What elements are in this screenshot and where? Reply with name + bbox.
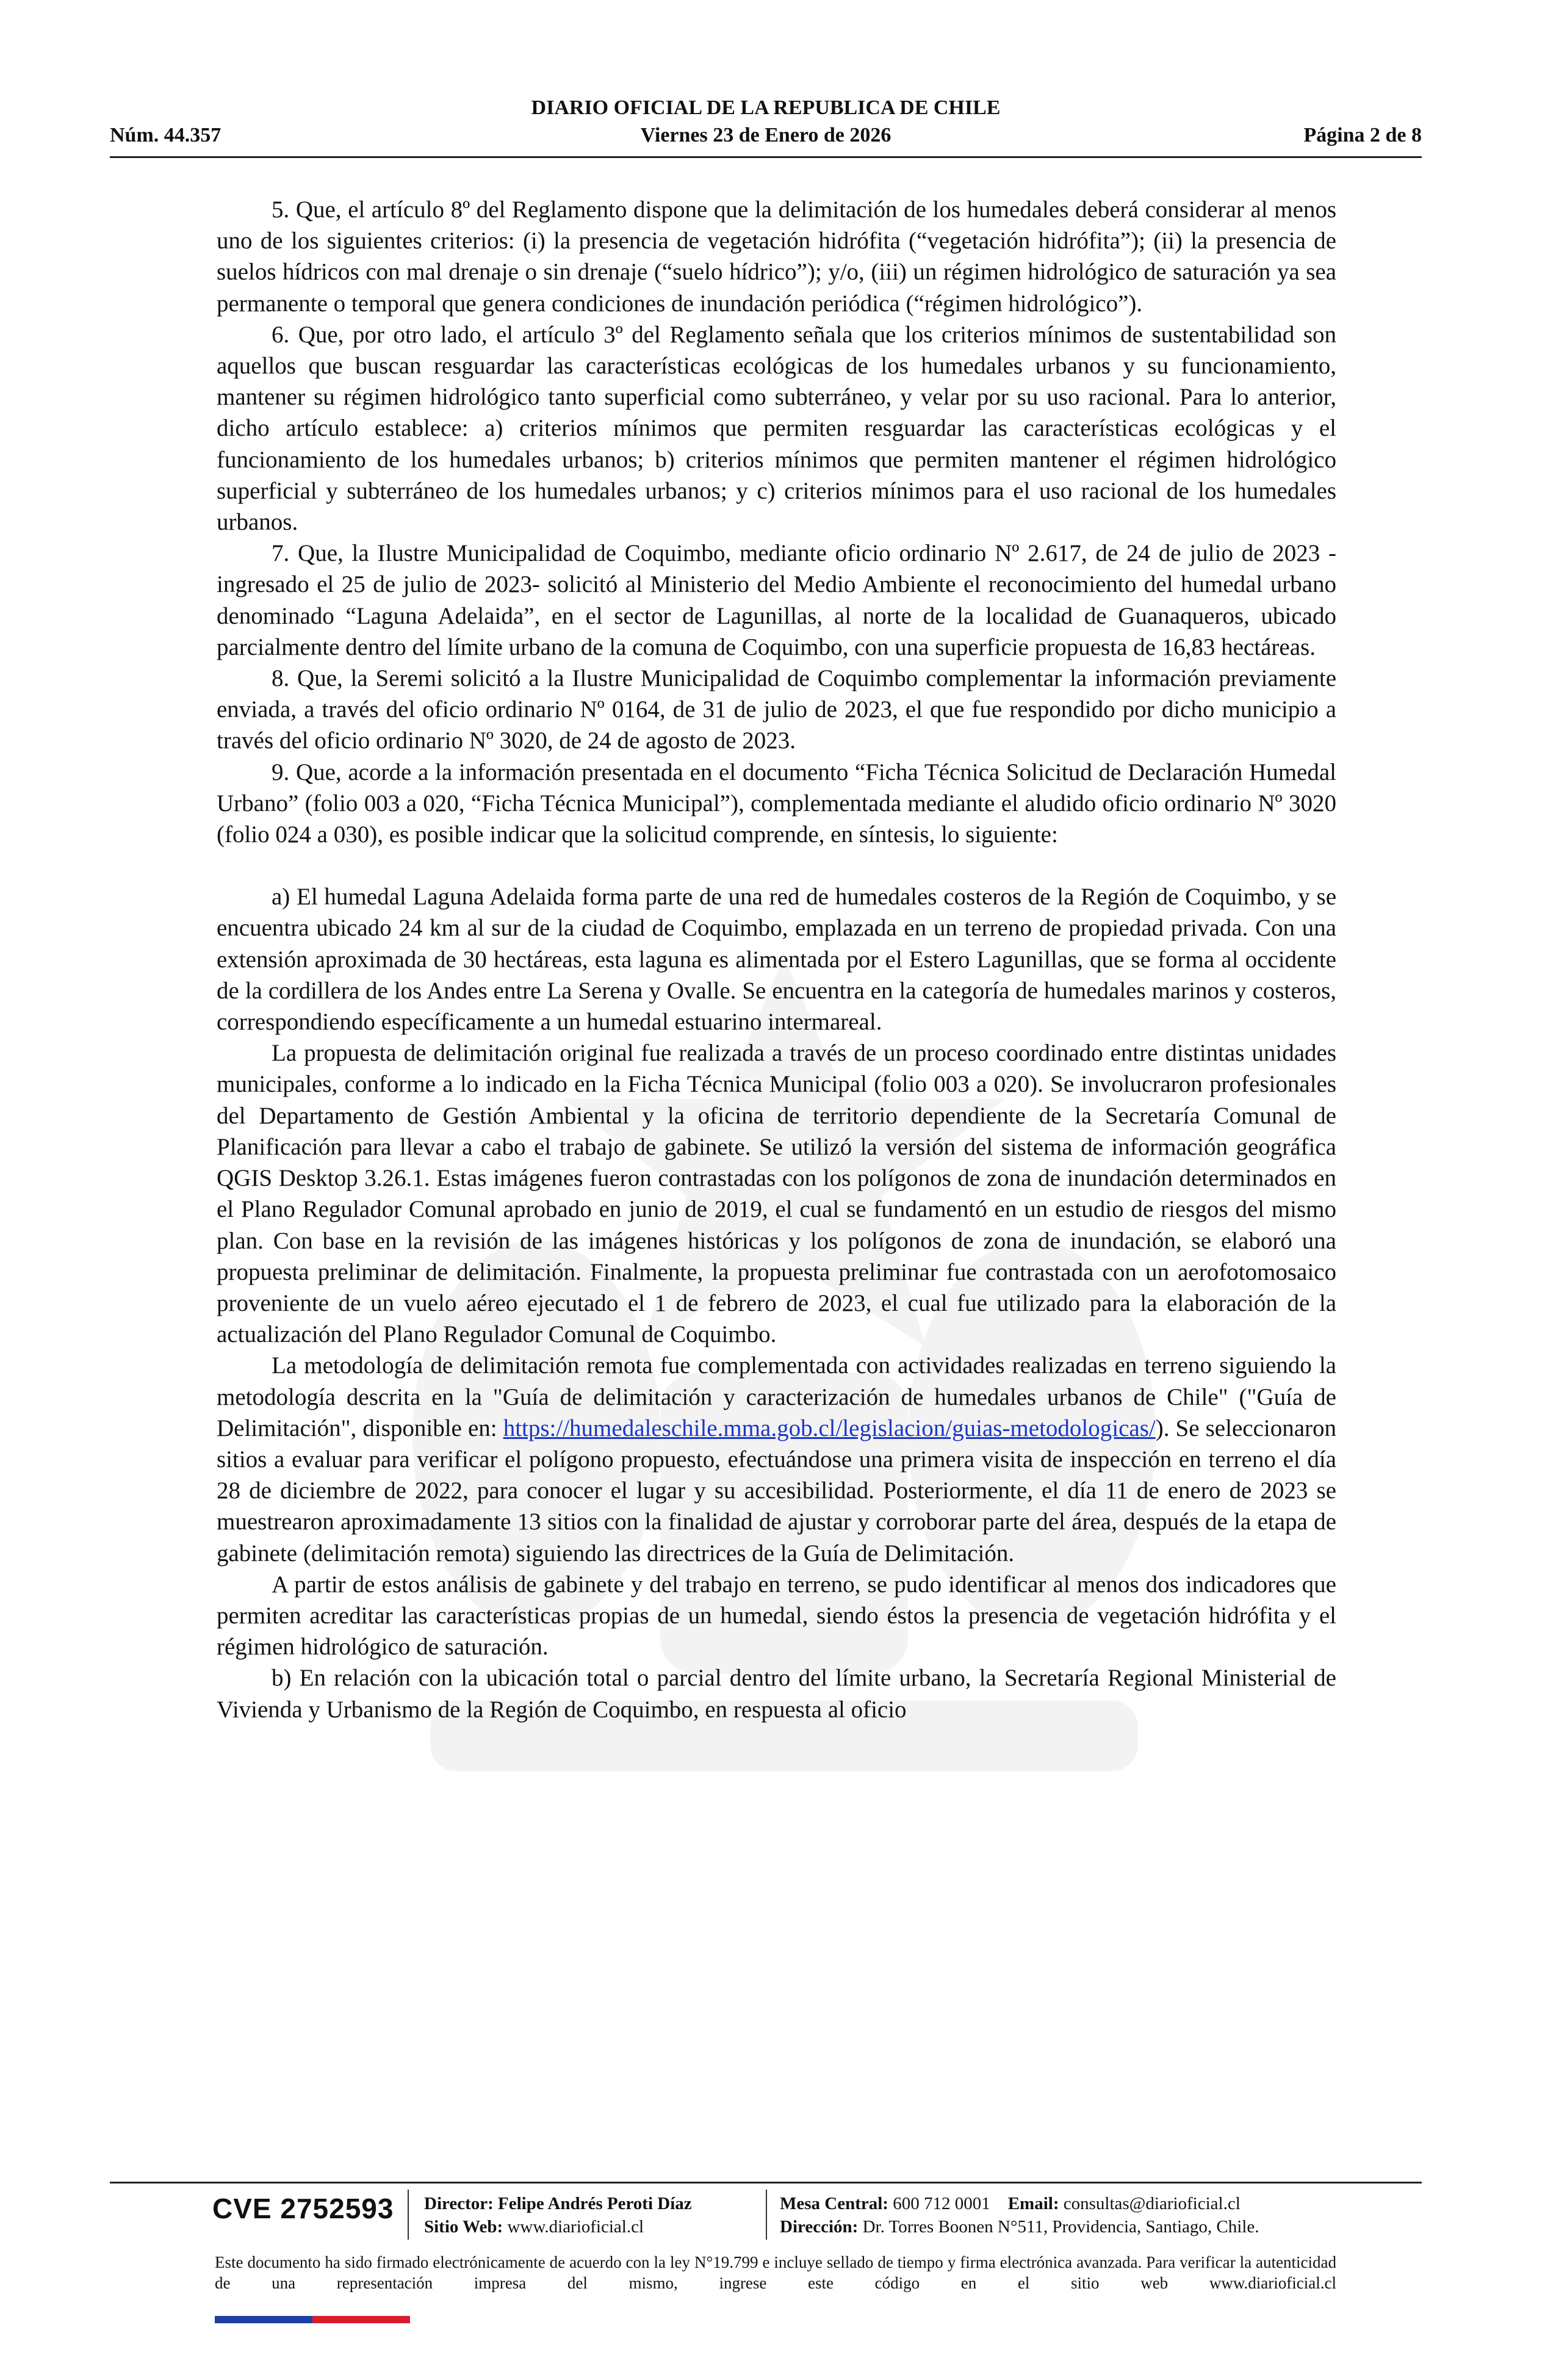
legal-notice: Este documento ha sido firmado electrónicamente de acuerdo con la ley N°19.799 e incluye sellado de tiempo y firma electrónica avanzada. Para verificar la autenticidad de una representación impresa del mismo, ingrese este código en el sitio web www.diarioficial.cl [215,2253,1336,2292]
footer-contact-block [780,2192,1259,2238]
site-url[interactable]: www.diarioficial.cl [507,2217,644,2237]
page-header [110,96,1422,154]
header-divider [110,156,1422,158]
email-address[interactable]: consultas@diarioficial.cl [1063,2194,1241,2213]
footer-director-block [424,2192,692,2238]
paragraph-methodology-gabinete: La propuesta de delimitación original fue realizada a través de un proceso coordinado entre distintas unidades municipales, conforme a lo indicado en la Ficha Técnica Municipal (folio 003 a 020). Se involucraron profesionales del Departamento de Gestión Ambiental y la oficina de territorio dependiente de la Secretaría Comunal de Planificación para llevar a cabo el trabajo de gabinete. Se utilizó la versión del sistema de información geográfica QGIS Desktop 3.26.1. Estas imágenes fueron contrastadas con los polígonos de zona de inundación determinados en el Plano Regulador Comunal aprobado en junio de 2019, el cual se fundamentó en un estudio de riesgos del mismo plan. Con base en la revisión de las imágenes históricas y los polígonos de zona de inundación, se elaboró una propuesta preliminar de delimitación. Finalmente, la propuesta preliminar fue contrastada con un aerofotomosaico proveniente de un vuelo aéreo ejecutado el 1 de febrero de 2023, el cual fue utilizado para la elaboración de la actualización del Plano Regulador Comunal de Coquimbo. [217,1040,1336,1348]
paragraph-b: b) En relación con la ubicación total o parcial dentro del límite urbano, la Secretaría Regional Ministerial de Vivienda y Urbanismo de la Región de Coquimbo, en respuesta al oficio [217,1665,1336,1723]
mesa-label: Mesa Central: [780,2194,888,2213]
paragraph-indicators: A partir de estos análisis de gabinete y del trabajo en terreno, se pudo identificar al menos dos indicadores que permiten acreditar las características propias de un humedal, siendo éstos la presencia de vegetación hidrófita y el régimen hidrológico de saturación. [217,1571,1336,1661]
paragraph-methodology-terreno [217,1350,1336,1568]
journal-title: DIARIO OFICIAL DE LA REPUBLICA DE CHILE [531,96,1001,119]
issue-date: Viernes 23 de Enero de 2026 [640,124,891,146]
mesa-phone: 600 712 0001 [893,2194,990,2213]
paragraph-9: 9. Que, acorde a la información presentada en el documento “Ficha Técnica Solicitud de Declaración Humedal Urbano” (folio 003 a 020, “Ficha Técnica Municipal”), complementada mediante el aludido oficio ordinario Nº 3020 (folio 024 a 030), es posible indicar que la solicitud comprende, en síntesis, lo siguiente: [217,759,1336,848]
footer-divider [110,2182,1422,2183]
address-value: Dr. Torres Boonen N°511, Providencia, Santiago, Chile. [862,2217,1259,2237]
director-name: Felipe Andrés Peroti Díaz [498,2194,692,2213]
paragraph-5: 5. Que, el artículo 8º del Reglamento dispone que la delimitación de los humedales deberá considerar al menos uno de los siguientes criterios: (i) la presencia de vegetación hidrófita (“vegetación hidrófita”); (ii) la presencia de suelos hídricos con mal drenaje o sin drenaje (“suelo hídrico”); y/o, (iii) un régimen hidrológico de saturación ya sea permanente o temporal que genera condiciones de inundación periódica (“régimen hidrológico”). [217,197,1336,317]
address-label: Dirección: [780,2217,859,2237]
guia-delimitacion-link[interactable]: https://humedaleschile.mma.gob.cl/legislacion/guias-metodologicas/ [503,1415,1156,1441]
email-label: Email: [1007,2194,1059,2213]
footer-separator [408,2190,409,2240]
paragraph-6: 6. Que, por otro lado, el artículo 3º del Reglamento señala que los criterios mínimos de sustentabilidad son aquellos que buscan resguardar las características ecológicas de los humedales urbanos y su funcionamiento, mantener su régimen hidrológico tanto superficial como subterráneo, y velar por su uso racional. Para lo anterior, dicho artículo establece: a) criterios mínimos que permiten resguardar las características ecológicas y el funcionamiento de los humedales urbanos; b) criterios mínimos que permiten mantener el régimen hidrológico superficial y subterráneo de los humedales urbanos; y c) criterios mínimos para el uso racional de los humedales urbanos. [217,321,1336,536]
methodology-text-before-link: La metodología de delimitación remota fue complementada con actividades realizadas en terreno siguiendo la metodología descrita en la "Guía de delimitación y caracterización de humedales urbanos de Chile" ("Guía de Delimitación", disponible en: [217,1352,1336,1441]
methodology-text-after-link: ). Se seleccionaron sitios a evaluar para verificar el polígono propuesto, efectuándose una primera visita de inspección en terreno el día 28 de diciembre de 2022, para conocer el lugar y su accesibilidad. Posteriormente, el día 11 de enero de 2023 se muestrearon aproximadamente 13 sitios con la finalidad de ajustar y corroborar parte del área, después de la etapa de gabinete (delimitación remota) siguiendo las directrices de la Guía de Delimitación. [217,1415,1337,1567]
page-indicator: Página 2 de 8 [1303,124,1422,146]
paragraph-7: 7. Que, la Ilustre Municipalidad de Coquimbo, mediante oficio ordinario Nº 2.617, de 24 de julio de 2023 -ingresado el 25 de julio de 2023- solicitó al Ministerio del Medio Ambiente el reconocimiento del humedal urbano denominado “Laguna Adelaida”, en el sector de Lagunillas, al norte de la localidad de Guanaqueros, ubicado parcialmente dentro del límite urbano de la comuna de Coquimbo, con una superficie propuesta de 16,83 hectáreas. [217,540,1336,660]
issue-number: Núm. 44.357 [110,124,222,146]
paragraph-8: 8. Que, la Seremi solicitó a la Ilustre Municipalidad de Coquimbo complementar la información previamente enviada, a través del oficio ordinario Nº 0164, de 31 de julio de 2023, el que fue respondido por dicho municipio a través del oficio ordinario Nº 3020, de 24 de agosto de 2023. [217,665,1336,754]
cve-code: CVE 2752593 [212,2193,394,2224]
flag-bar-red [312,2316,410,2323]
document-body [217,194,1336,1725]
site-label: Sitio Web: [424,2217,503,2237]
paragraph-a: a) El humedal Laguna Adelaida forma parte de una red de humedales costeros de la Región de Coquimbo, y se encuentra ubicado 24 km al sur de la ciudad de Coquimbo, emplazada en un terreno de propiedad privada. Con una extensión aproximada de 30 hectáreas, esta laguna es alimentada por el Estero Lagunillas, que se forma al occidente de la cordillera de los Andes entre La Serena y Ovalle. Se encuentra en la categoría de humedales marinos y costeros, correspondiendo específicamente a un humedal estuarino intermareal. [217,884,1336,1036]
director-label: Director: [424,2194,494,2213]
footer-separator [766,2190,767,2240]
flag-bar-blue [215,2316,312,2323]
